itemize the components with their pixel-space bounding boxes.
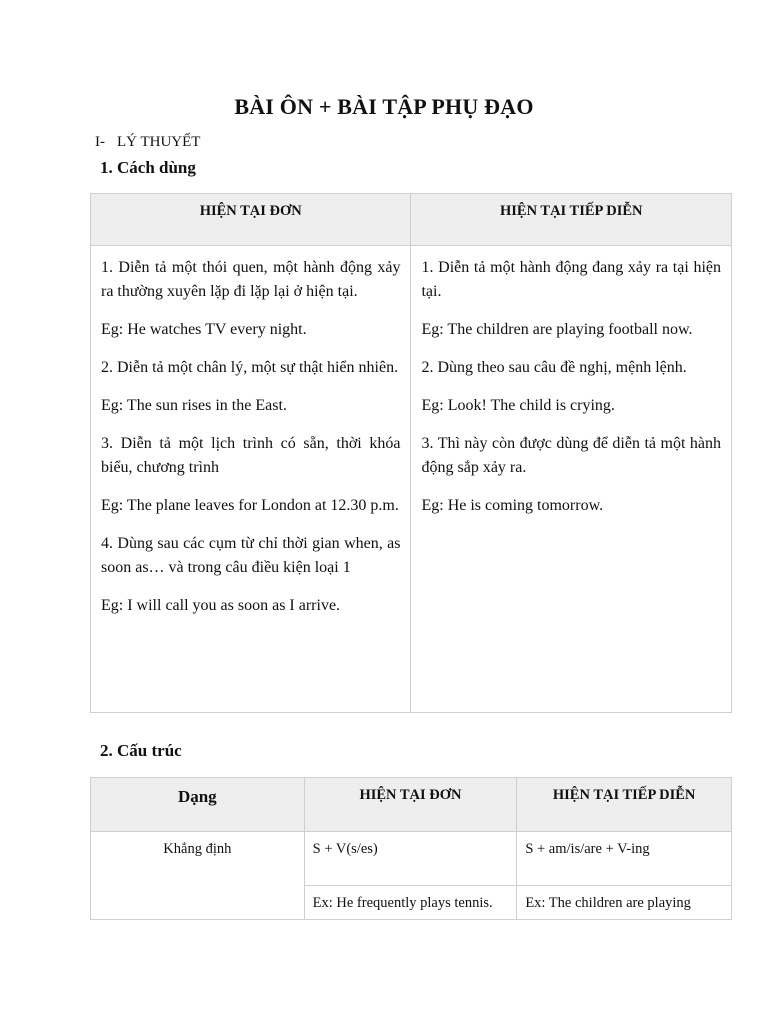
usage-example: Eg: He is coming tomorrow.: [421, 497, 604, 514]
simple-present-usage-cell: [91, 246, 411, 713]
usage-rule: 3. Diễn tả một lịch trình có sẵn, thời khóa biểu, chương trình: [101, 435, 401, 476]
document-title: BÀI ÔN + BÀI TẬP PHỤ ĐẠO: [234, 94, 534, 119]
usage-header-present-continuous: HIỆN TẠI TIẾP DIỄN: [411, 194, 732, 246]
present-continuous-formula-cell: S + am/is/are + V-ing: [517, 832, 732, 886]
section-number: I-: [95, 134, 105, 150]
usage-header-simple-present: HIỆN TẠI ĐƠN: [91, 194, 411, 246]
structure-header-simple-present: HIỆN TẠI ĐƠN: [304, 778, 517, 832]
usage-table: [90, 193, 732, 713]
usage-rule: 2. Diễn tả một chân lý, một sự thật hiển nhiên.: [101, 359, 399, 376]
usage-rule: 2. Dùng theo sau câu đề nghị, mệnh lệnh.: [421, 359, 687, 376]
present-continuous-usage-cell: [411, 246, 732, 713]
present-continuous-example-cell: Ex: The children are playing: [517, 886, 732, 920]
usage-table-header-row: [91, 194, 732, 246]
subsection-usage-heading: 1. Cách dùng: [100, 158, 196, 177]
structure-header-present-continuous: HIỆN TẠI TIẾP DIỄN: [517, 778, 732, 832]
usage-table-body-row: [91, 246, 732, 713]
usage-example: Eg: He watches TV every night.: [101, 321, 307, 338]
section-heading: [95, 134, 200, 151]
structure-header-type: Dạng: [91, 778, 305, 832]
structure-type-cell: Khẳng định: [91, 832, 305, 920]
table-row: [91, 832, 732, 886]
usage-example: Eg: The children are playing football now.: [421, 321, 693, 338]
simple-present-formula-cell: S + V(s/es): [304, 832, 517, 886]
usage-example: Eg: I will call you as soon as I arrive.: [101, 597, 341, 614]
usage-example: Eg: The plane leaves for London at 12.30 p.m.: [101, 497, 399, 514]
usage-rule: 3. Thì này còn được dùng để diễn tả một hành động sắp xảy ra.: [421, 435, 721, 476]
usage-example: Eg: Look! The child is crying.: [421, 397, 615, 414]
structure-table: [90, 777, 732, 920]
section-label: LÝ THUYẾT: [117, 134, 201, 150]
subsection-structure-heading: 2. Cấu trúc: [100, 741, 182, 760]
usage-rule: 1. Diễn tả một thói quen, một hành động xảy ra thường xuyên lặp đi lặp lại ở hiện tại.: [101, 259, 401, 300]
structure-table-header-row: [91, 778, 732, 832]
usage-rule: 4. Dùng sau các cụm từ chỉ thời gian when, as soon as… và trong câu điều kiện loại 1: [101, 535, 401, 576]
simple-present-example-cell: Ex: He frequently plays tennis.: [304, 886, 517, 920]
usage-rule: 1. Diễn tả một hành động đang xảy ra tại hiện tại.: [421, 259, 721, 300]
usage-example: Eg: The sun rises in the East.: [101, 397, 287, 414]
